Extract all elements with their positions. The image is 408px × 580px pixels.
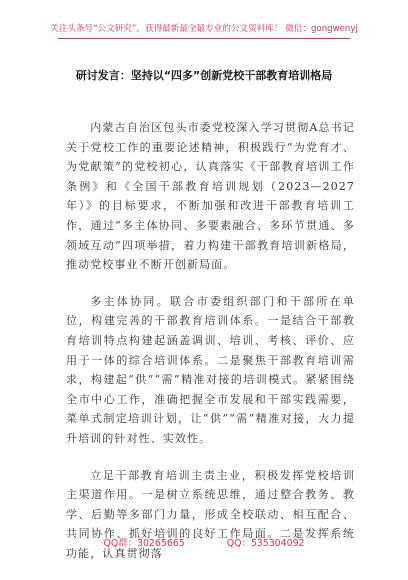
paragraph-multi-subject: 多主体协同。联合市委组织部门和干部所在单位，构建完善的干部教育培训体系。一是结合干部教育培训特点构建起涵盖调训、培训、考核、评价、应用于一体的综合培训体系。二是聚焦干部教育培训需求，构建起“供”“需”精准对接的培训模式。紧紧围绕全市中心工作，准确把握全市发展和干部实践需要，菜单式制定培训计划，让“供”“需”精准对接，大力提升培训的针对性、实效性。 <box>66 294 355 445</box>
document-body <box>66 118 355 563</box>
paragraph-intro: 内蒙古自治区包头市委党校深入学习贯彻A总书记关于党校工作的重要论述精神，积极践行“为党育才、为党献策”的党校初心，认真落实《干部教育培训工作条例》和《全国干部教育培训规划（2023—2027年）》的目标要求，不断加强和改进干部教育培训工作，通过“多主体协同、多要素融合、多环节贯通、多领域互动”四项举措，着力构建干部教育培训新格局，推动党校事业不断开创新局面。 <box>66 121 355 272</box>
paragraph-main-channel: 立足干部教育培训主责主业，积极发挥党校培训主渠道作用。一是树立系统思维，通过整合教务、教学、后勤等多部门力量，形成全校联动、相互配合、共同协作、抓好培训的良好工作局面。二是发挥系统功能，认真贯彻落 <box>66 468 355 560</box>
header-divider <box>58 38 350 39</box>
contact-footer <box>0 535 408 549</box>
promo-header: 关注头条号“公文研究”，获得最新最全最专业的公文资料库！ 微信：gongwenyj <box>50 24 358 34</box>
qq-text: QQ：535304092 <box>226 538 305 549</box>
qq-group-text: QQ群：30265665 <box>103 538 185 549</box>
document-title: 研讨发言：坚持以“四多”创新党校干部教育培训格局 <box>75 69 333 82</box>
